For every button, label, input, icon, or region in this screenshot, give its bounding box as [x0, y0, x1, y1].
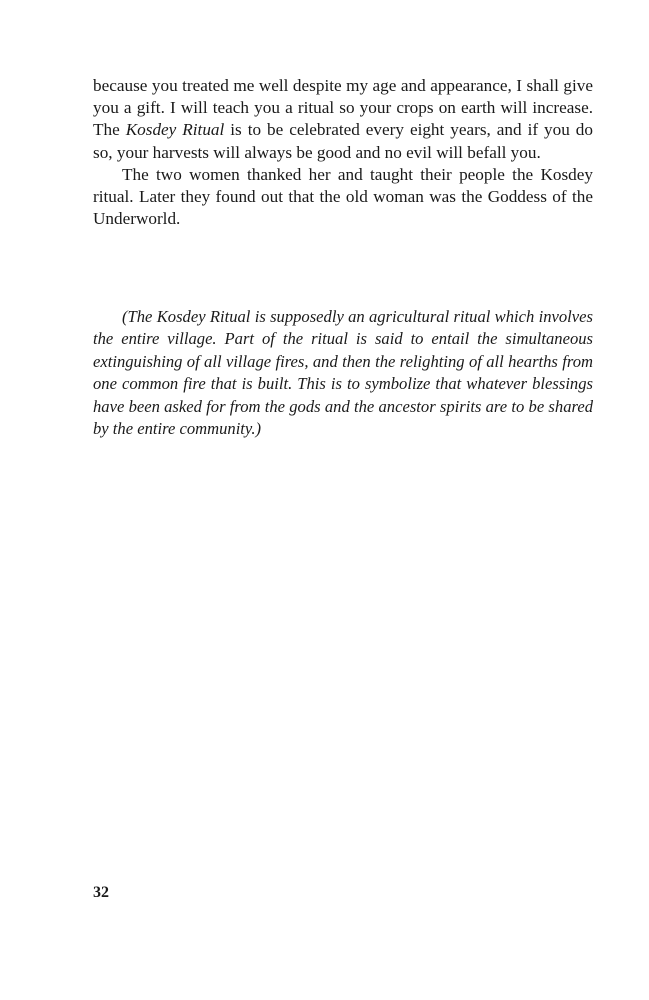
italic-note: (The Kosdey Ritual is supposedly an agricultural ritual which involves the entire village. Part of the ritual is said to entail the simultaneous extinguishing of all village fires, and then the relighting of all hearths from one common fire that is built. This is to symbolize that whatever blessings have been asked for from the gods and the ancestor spirits are to be shared by the entire community.) — [93, 307, 593, 439]
paragraph-1-before: because you treated me well despite my age and appearance, I shall give you a gift. I will teach you a ritual so your crops on earth will increase. The — [93, 76, 593, 140]
paragraph-1 — [93, 75, 593, 164]
paragraph-1-after: is to be celebrated every eight years, and if you do so, your harvests will always be good and no evil will befall you. — [93, 120, 593, 162]
paragraph-2: The two women thanked her and taught their people the Kosdey ritual. Later they found out that the old woman was the Goddess of the Underworld. — [93, 164, 593, 229]
kosdey-ritual-emphasis: Kosdey Ritual — [125, 120, 225, 140]
main-text — [93, 75, 593, 230]
page-number: 32 — [93, 884, 109, 901]
